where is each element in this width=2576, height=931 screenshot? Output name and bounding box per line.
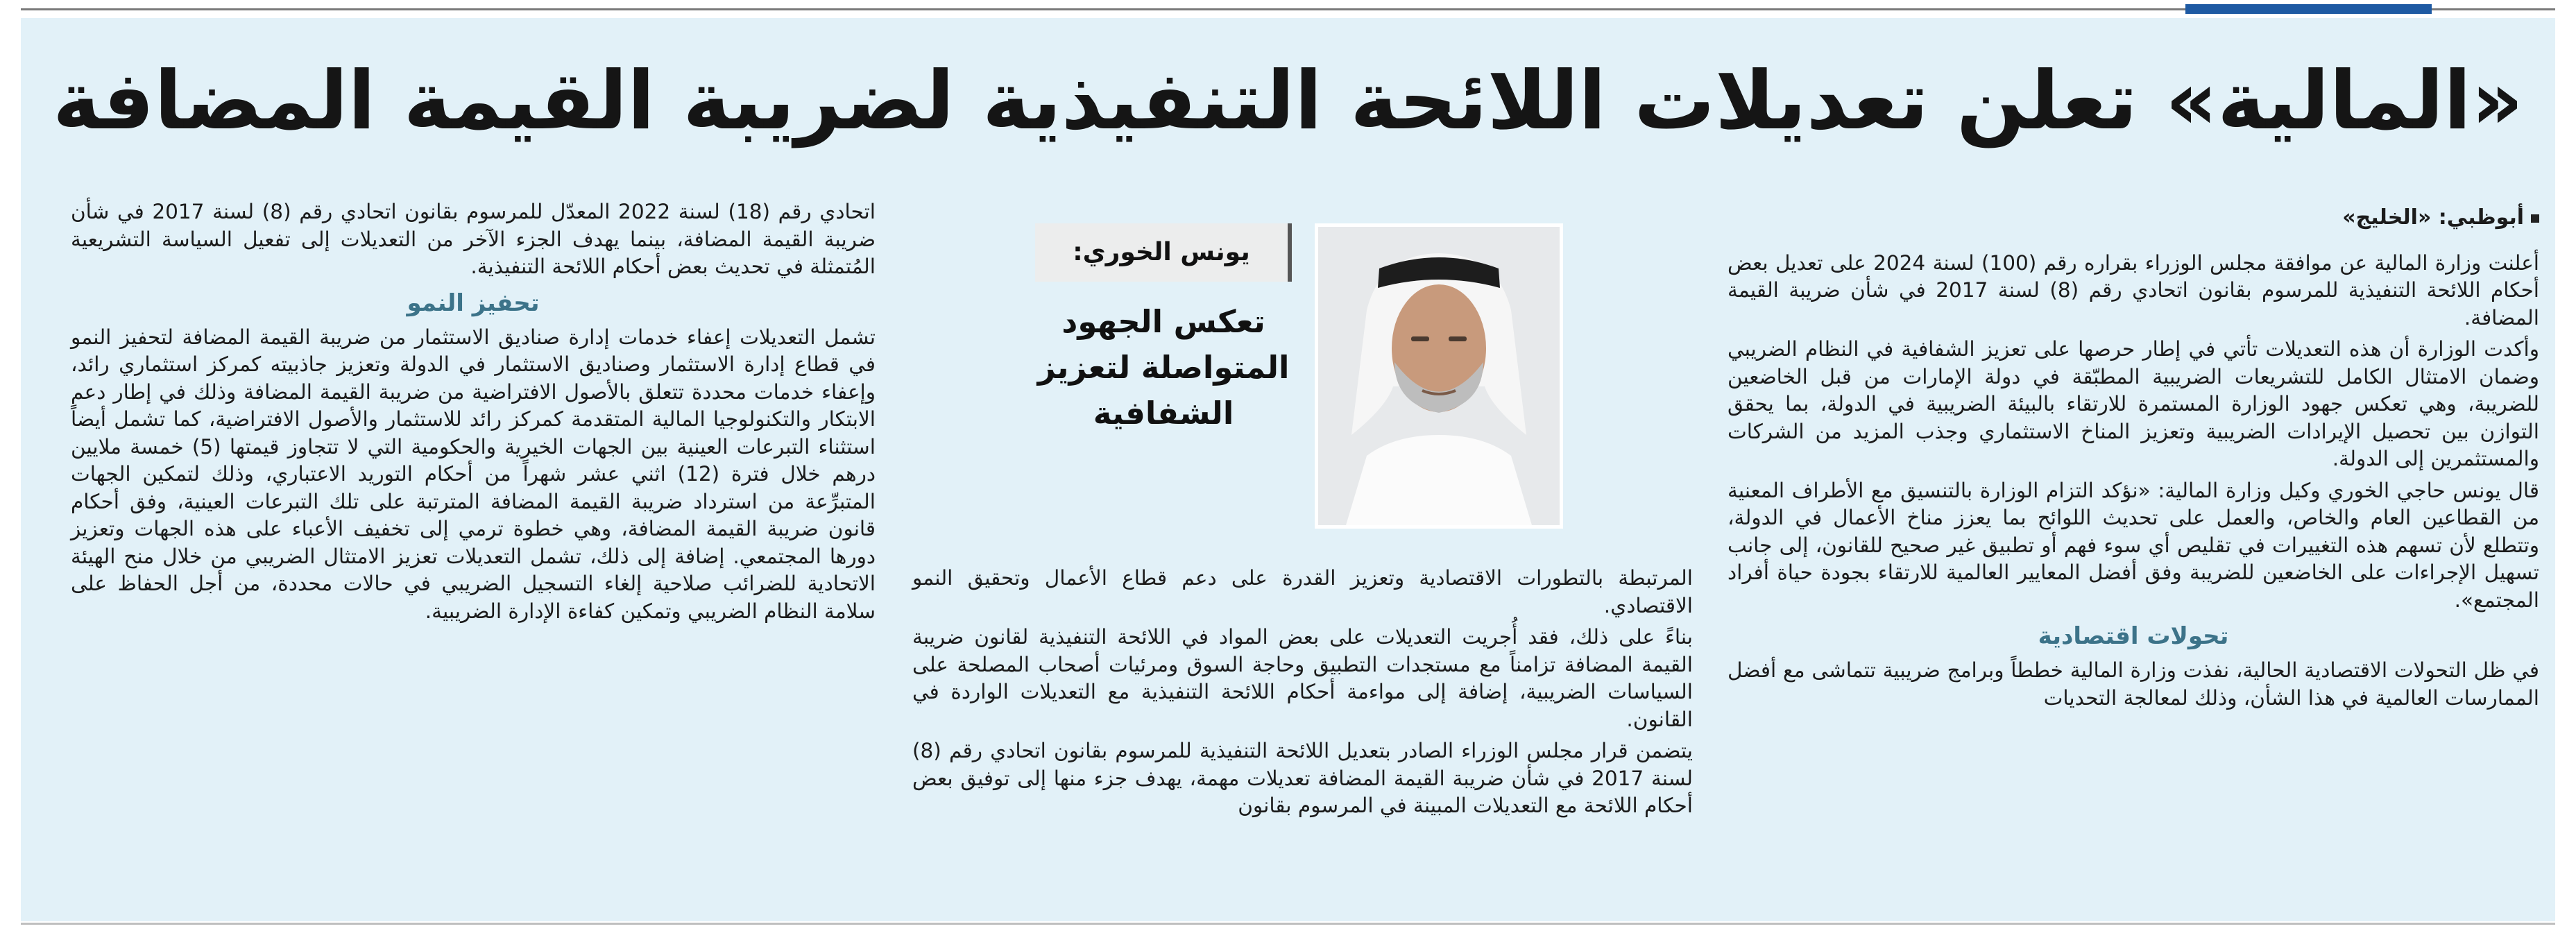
top-rule [21, 8, 2555, 10]
col2-paragraph: المرتبطة بالتطورات الاقتصادية وتعزيز القدرة على دعم قطاع الأعمال وتحقيق النمو الاقتصادي. [912, 566, 1693, 617]
col3-paragraph: تشمل التعديلات إعفاء خدمات إدارة صناديق الاستثمار من ضريبة القيمة المضافة لتحفيز النمو في قطاع إدارة الاستثمار وصناديق الاستثمار في الدولة وتعزيز جاذبيته كمركز استثماري رائد، وإعفاء خدمات محددة تتعلق بالأصول الافتراضية من ضريبة القيمة المضافة وذلك في إطار دعم الابتكار والتكنولوجيا المالية المتقدمة كمركز رائد للاستثمار والأصول الافتراضية، كما تشمل أيضاً استثناء التبرعات العينية بين الجهات الخيرية والحكومية التي لا تتجاوز قيمتها (5) خمسة ملايين درهم خلال فترة (12) اثني عشر شهراً من أحكام التوريد الاعتباري، وذلك لتمكين الجهات المتبرِّعة من استرداد ضريبة القيمة المضافة المترتبة على تلك التبرعات العينية، وفق أحكام قانون ضريبة القيمة المضافة، وهي خطوة ترمي إلى تخفيف الأعباء على هذه الجهات وتعزيز دورها المجتمعي. إضافة إلى ذلك، تشمل التعديلات تعزيز الامتثال الضريبي من خلال منح الهيئة الاتحادية للضرائب صلاحية إلغاء التسجيل الضريبي في حالات محددة، من أجل الحفاظ على سلامة النظام الضريبي وتمكين كفاءة الإدارة الضريبية. [71, 325, 876, 623]
col1-paragraph: أعلنت وزارة المالية عن موافقة مجلس الوزراء بقراره رقم (100) لسنة 2024 على تعديل بعض أحكام اللائحة التنفيذية للمرسوم بقانون اتحادي رقم (8) لسنة 2017 في شأن ضريبة القيمة المضافة. [1728, 250, 2540, 330]
portrait-illustration-icon [1318, 227, 1560, 525]
col1-paragraph: قال يونس حاجي الخوري وكيل وزارة المالية: «نؤكد التزام الوزارة بالتنسيق مع الأطراف المعنية من القطاعين العام والخاص، والعمل على تحديث اللوائح بما يعزز مناخ الأعمال في الدولة، وتتطلع لأن تسهم هذه التغييرات في تقليص أي سوء فهم أو تطبيق غير صحيح للقانون، إلى جانب تسهيل الإجراءات على الخاضعين للضريبة وفق أفضل المعايير العالمية للارتقاء بجودة حياة أفراد المجتمع». [1728, 478, 2539, 612]
byline-square-icon [2531, 214, 2539, 223]
portrait-photo [1315, 223, 1563, 529]
headline: «المالية» تعلن تعديلات اللائحة التنفيذية لضريبة القيمة المضافة [53, 54, 2523, 148]
bottom-rule [21, 923, 2555, 925]
quote-text: تعكس الجهود المتواصلة لتعزيز الشفافية [1037, 303, 1290, 432]
byline-text: أبوظبي: «الخليج» [2342, 205, 2524, 230]
subhead-economic-transformations: تحولات اقتصادية [2038, 622, 2229, 650]
article-column-3 [71, 198, 876, 629]
quote-speaker-name: يونس الخوري: [1035, 223, 1292, 282]
article-panel [21, 18, 2555, 921]
col3-paragraph: اتحادي رقم (18) لسنة 2022 المعدّل للمرسوم بقانون اتحادي رقم (8) لسنة 2017 في شأن ضريبة القيمة المضافة، بينما يهدف الجزء الآخر من التعديلات إلى تفعيل السياسة التشريعية المُتمثلة في تحديث بعض أحكام اللائحة التنفيذية. [71, 200, 876, 278]
article-column-2 [912, 565, 1693, 824]
col1-paragraph: في ظل التحولات الاقتصادية الحالية، نفذت وزارة المالية خططاً وبرامج ضريبية تتماشى مع أفضل الممارسات العالمية في هذا الشأن، وذلك لمعالجة التحديات [1728, 658, 2539, 710]
col2-paragraph: بناءً على ذلك، فقد أُجريت التعديلات على بعض المواد في اللائحة التنفيذية لقانون ضريبة القيمة المضافة تزامناً مع مستجدات التطبيق وحاجة السوق ومرئيات أصحاب المصلحة على السياسات الضريبية، إضافة إلى مواءمة أحكام اللائحة التنفيذية مع التعديلات الواردة في القانون. [912, 625, 1693, 731]
article-column-1 [1728, 204, 2539, 716]
byline [1728, 204, 2539, 232]
top-accent-bar [2185, 4, 2432, 14]
col1-paragraph: وأكدت الوزارة أن هذه التعديلات تأتي في إطار حرصها على تعزيز الشفافية في النظام الضريبي وضمان الامتثال الكامل للتشريعات الضريبية المطبّقة في دولة الإمارات من قبل الخاضعين للضريبة، وهي تعكس جهود الوزارة المستمرة للارتقاء بالبيئة الضريبية في الدولة، بما يحقق التوازن بين تحصيل الإيرادات الضريبية وتعزيز المناخ الاستثماري وجذب المزيد من الشركات والمستثمرين إلى الدولة. [1728, 337, 2539, 470]
col2-paragraph: يتضمن قرار مجلس الوزراء الصادر بتعديل اللائحة التنفيذية للمرسوم بقانون اتحادي رقم (8) لسنة 2017 في شأن ضريبة القيمة المضافة تعديلات مهمة، يهدف جزء منها إلى توفيق بعض أحكام اللائحة مع التعديلات المبينة في المرسوم بقانون [912, 739, 1693, 817]
subhead-growth-stimulus: تحفيز النمو [407, 289, 540, 317]
